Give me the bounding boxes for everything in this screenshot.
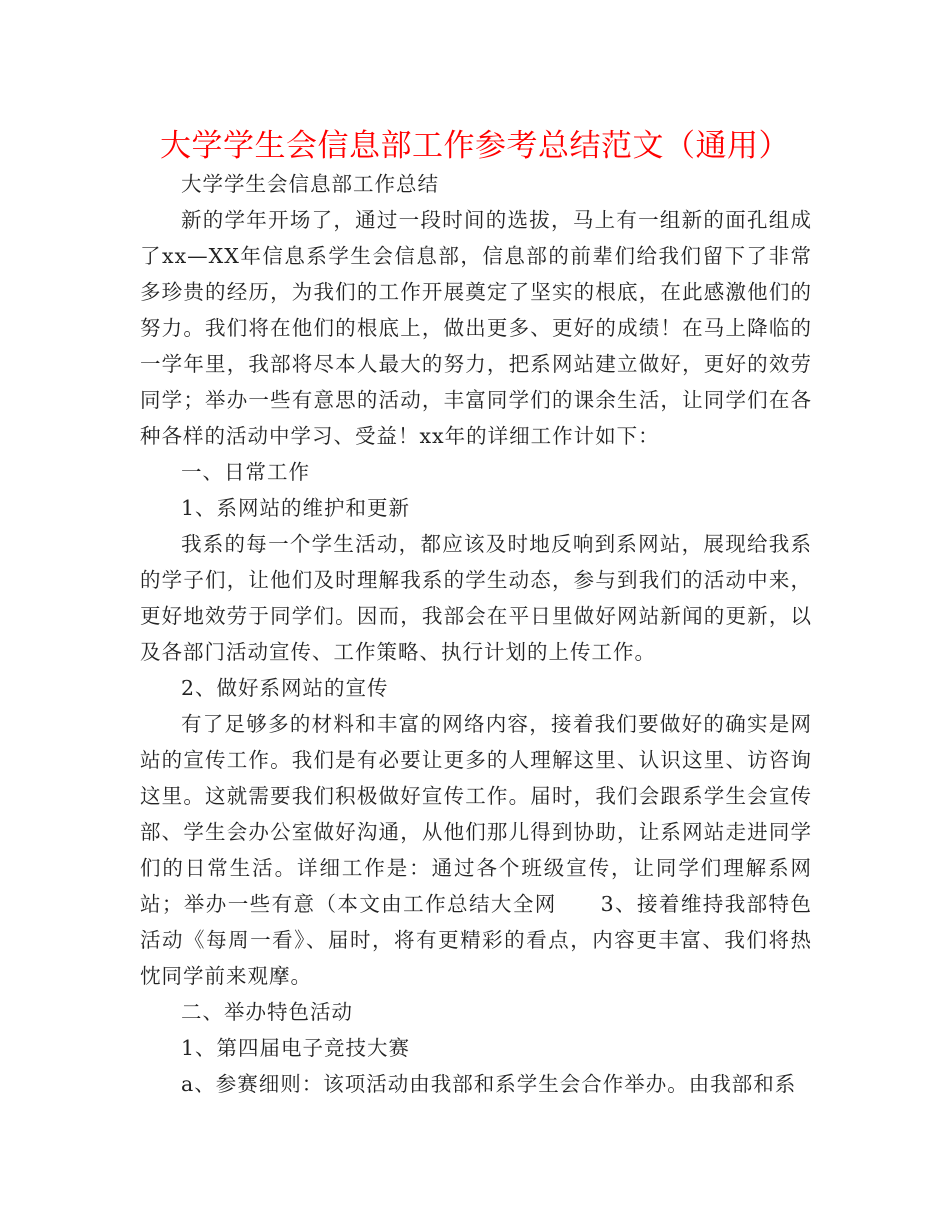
intro-paragraph: 新的学年开场了，通过一段时间的选拔，马上有一组新的面孔组成了xx—XX年信息系学生会信息部，信息部的前辈们给我们留下了非常多珍贵的经历，为我们的工作开展奠定了坚实的根底，在此感激他们的努力。我们将在他们的根底上，做出更多、更好的成绩！在马上降临的一学年里，我部将尽本人最大的努力，把系网站建立做好，更好的效劳同学；举办一些有意思的活动，丰富同学们的课余生活，让同学们在各种各样的活动中学习、受益！xx年的详细工作计如下： [140, 208, 812, 448]
website-promotion-paragraph: 有了足够多的材料和丰富的网络内容，接着我们要做好的确实是网站的宣传工作。我们是有必要让更多的人理解这里、认识这里、访咨询这里。这就需要我们积极做好宣传工作。届时，我们会跟系学生会宣传部、学生会办公室做好沟通，从他们那儿得到协助，让系网站走进同学们的日常生活。详细工作是：通过各个班级宣传，让同学们理解系网站；举办一些有意（本文由工作总结大全网 3、接着维持我部特色活动《每周一看》、届时，将有更精彩的看点，内容更丰富、我们将热忱同学前来观摩。 [140, 712, 812, 988]
document-title: 大学学生会信息部工作参考总结范文（通用） [160, 128, 790, 164]
document-body [140, 166, 812, 1102]
section-heading-daily-work: 一、日常工作 [181, 460, 310, 484]
section-heading-special-activities: 二、举办特色活动 [181, 1000, 353, 1024]
subsection-heading-website-promotion: 2、做好系网站的宣传 [181, 676, 389, 700]
subsection-heading-website-maintenance: 1、系网站的维护和更新 [181, 496, 411, 520]
subtitle-paragraph: 大学学生会信息部工作总结 [181, 172, 439, 196]
contest-rules-paragraph: a、参赛细则：该项活动由我部和系学生会合作举办。由我部和系 [181, 1072, 797, 1096]
website-maintenance-paragraph: 我系的每一个学生活动，都应该及时地反响到系网站，展现给我系的学子们，让他们及时理解我系的学生动态，参与到我们的活动中来，更好地效劳于同学们。因而，我部会在平日里做好网站新闻的更新，以及各部门活动宣传、工作策略、执行计划的上传工作。 [140, 532, 812, 664]
subsection-heading-esports-contest: 1、第四届电子竞技大赛 [181, 1036, 411, 1060]
